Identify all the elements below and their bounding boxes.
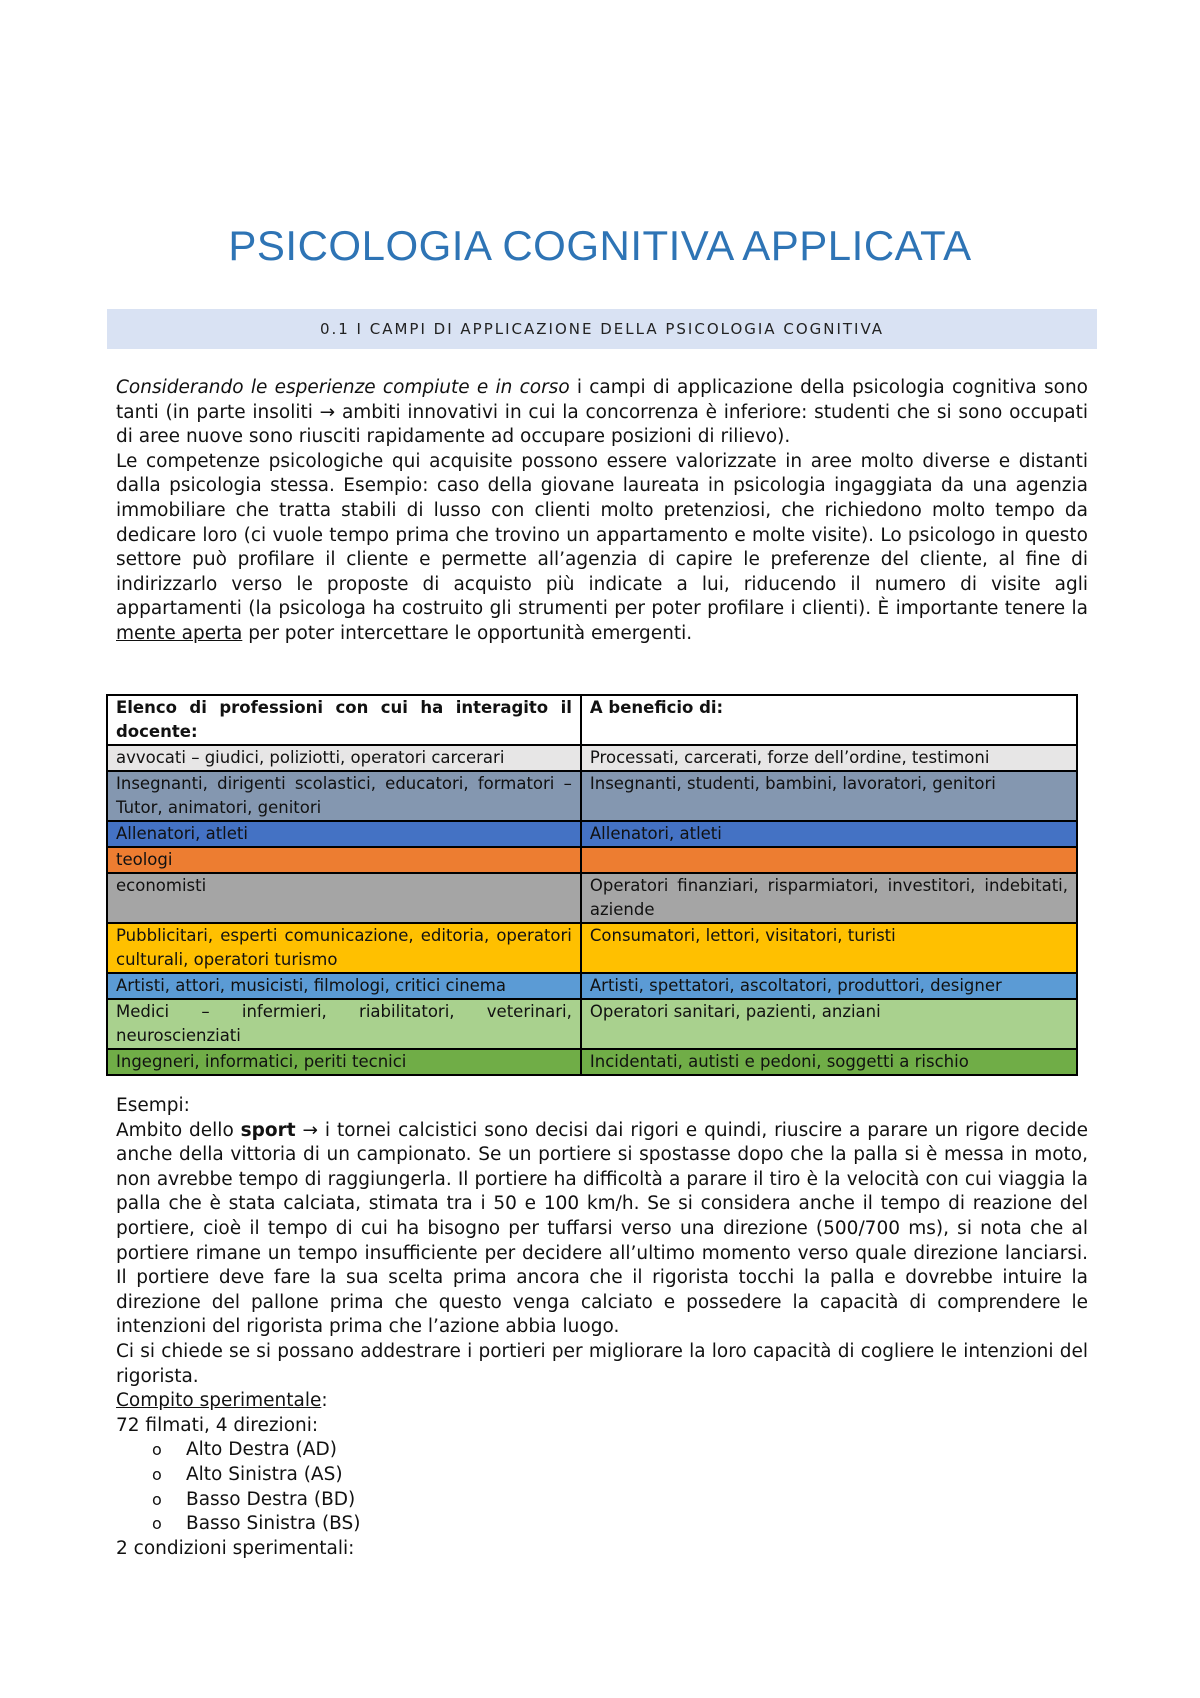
table-row: [107, 873, 1077, 923]
direction-label: Basso Destra (BD): [186, 1488, 356, 1510]
table-header-professions: Elenco di professioni con cui ha interagito il docente:: [107, 695, 581, 745]
beneficiary-cell: Operatori finanziari, risparmiatori, investitori, indebitati, aziende: [581, 873, 1077, 923]
circle-bullet-icon: o: [152, 1464, 162, 1484]
intro-italic-phrase: Considerando le esperienze compiute e in corso: [116, 377, 570, 398]
section-heading: 0.1 I CAMPI DI APPLICAZIONE DELLA PSICOLOGIA COGNITIVA: [107, 309, 1097, 349]
directions-list: [116, 1438, 1088, 1536]
document-title: PSICOLOGIA COGNITIVA APPLICATA: [228, 222, 972, 269]
list-item: [152, 1438, 1088, 1463]
table-row: [107, 821, 1077, 847]
beneficiary-cell: Incidentati, autisti e pedoni, soggetti a rischio: [581, 1049, 1077, 1075]
direction-label: Alto Destra (AD): [186, 1439, 337, 1461]
table-row: [107, 771, 1077, 821]
table-row: [107, 847, 1077, 873]
list-item: [152, 1488, 1088, 1513]
beneficiary-cell: Allenatori, atleti: [581, 821, 1077, 847]
profession-cell: avvocati – giudici, poliziotti, operatori carcerari: [107, 745, 581, 771]
intro-underlined-phrase: mente aperta: [116, 622, 243, 644]
circle-bullet-icon: o: [152, 1440, 162, 1460]
list-item: [152, 1463, 1088, 1488]
films-line: 72 filmati, 4 direzioni:: [116, 1414, 319, 1436]
intro-p1-text: i campi di applicazione della psicologia cognitiva sono tanti (in parte insoliti → ambiti innovativi in cui la concorrenza è inferiore: studenti che si sono occupati di aree nuove sono riusciti rapidamente ad occupare posizioni di rilievo).: [116, 377, 1089, 448]
task-label: Compito sperimentale: [116, 1390, 322, 1412]
list-item: [152, 1512, 1088, 1537]
profession-cell: Allenatori, atleti: [107, 821, 581, 847]
task-line: [116, 1389, 1088, 1414]
profession-cell: Pubblicitari, esperti comunicazione, editoria, operatori culturali, operatori turismo: [107, 923, 581, 973]
table-row: [107, 923, 1077, 973]
direction-label: Alto Sinistra (AS): [186, 1463, 343, 1485]
table-row: [107, 999, 1077, 1049]
sport-keyword: sport: [240, 1119, 296, 1141]
professions-table: [106, 694, 1078, 1076]
sport-paragraph: [116, 1119, 1088, 1340]
conditions-line: 2 condizioni sperimentali:: [116, 1537, 355, 1559]
profession-cell: Insegnanti, dirigenti scolastici, educatori, formatori – Tutor, animatori, genitori: [107, 771, 581, 821]
profession-cell: economisti: [107, 873, 581, 923]
beneficiary-cell: Artisti, spettatori, ascoltatori, produttori, designer: [581, 973, 1077, 999]
beneficiary-cell: Operatori sanitari, pazienti, anziani: [581, 999, 1077, 1049]
intro-p2-text: Le competenze psicologiche qui acquisite possono essere valorizzate in aree molto diverse e distanti dalla psicologia stessa. Esempio: caso della giovane laureata in psicologia ingaggiata da una agenzia immobiliare che tratta stabili di lusso con clienti molto pretenziosi, che richiedono molto tempo da dedicare loro (ci vuole tempo prima che trovino un appartamento e molte visite). Lo psicologo in questo settore può profilare il cliente e permette all’agenzia di capire le preferenze del cliente, al fine di indirizzarlo verso le proposte di acquisto più indicate a lui, riducendo il numero di visite agli appartamenti (la psicologa ha costruito gli strumenti per poter profilare i clienti). È importante tenere la: [116, 450, 1088, 620]
profession-cell: Medici – infermieri, riabilitatori, veterinari, neuroscienziati: [107, 999, 581, 1049]
examples-section: [116, 1094, 1088, 1561]
beneficiary-cell: Insegnanti, studenti, bambini, lavoratori, genitori: [581, 771, 1077, 821]
table-row: [107, 1049, 1077, 1075]
beneficiary-cell: [581, 847, 1077, 873]
table-row: [107, 973, 1077, 999]
sport-text: → i tornei calcistici sono decisi dai rigori e quindi, riuscire a parare un rigore decide anche della vittoria di un campionato. Se un portiere si spostasse dopo che la palla si è messa in moto, non avrebbe tempo di raggiungerla. Il portiere ha difficoltà a parare il tiro è la velocità con cui viaggia la palla che è stata calciata, stimata tra i 50 e 100 km/h. Se si considera anche il tempo di reazione del portiere, cioè il tempo di cui ha bisogno per tuffarsi verso una direzione (500/700 ms), si nota che al portiere rimane un tempo insufficiente per decidere all’ultimo momento verso quale direzione lanciarsi. Il portiere deve fare la sua scelta prima ancora che il rigorista tocchi la palla e dovrebbe intuire la direzione del pallone prima che questo venga calciato e possedere la capacità di comprendere le intenzioni del rigorista prima che l’azione abbia luogo.: [116, 1119, 1088, 1338]
table-header-beneficiaries: A beneficio di:: [581, 695, 1077, 745]
circle-bullet-icon: o: [152, 1489, 162, 1509]
intro-paragraph-1: [116, 376, 1088, 450]
intro-p2-end: per poter intercettare le opportunità emergenti.: [242, 622, 693, 644]
circle-bullet-icon: o: [152, 1514, 162, 1534]
intro-text: [116, 376, 1088, 647]
task-colon: :: [321, 1390, 328, 1412]
profession-cell: teologi: [107, 847, 581, 873]
direction-label: Basso Sinistra (BS): [186, 1513, 361, 1535]
table-header-row: [107, 695, 1077, 745]
profession-cell: Ingegneri, informatici, periti tecnici: [107, 1049, 581, 1075]
profession-cell: Artisti, attori, musicisti, filmologi, critici cinema: [107, 973, 581, 999]
beneficiary-cell: Consumatori, lettori, visitatori, turisti: [581, 923, 1077, 973]
examples-heading: Esempi:: [116, 1095, 190, 1116]
intro-paragraph-2: [116, 450, 1088, 647]
table-row: [107, 745, 1077, 771]
beneficiary-cell: Processati, carcerati, forze dell’ordine, testimoni: [581, 745, 1077, 771]
sport-prefix: Ambito dello: [116, 1119, 241, 1141]
question-paragraph: Ci si chiede se si possano addestrare i portieri per migliorare la loro capacità di cogliere le intenzioni del rigorista.: [116, 1340, 1088, 1387]
